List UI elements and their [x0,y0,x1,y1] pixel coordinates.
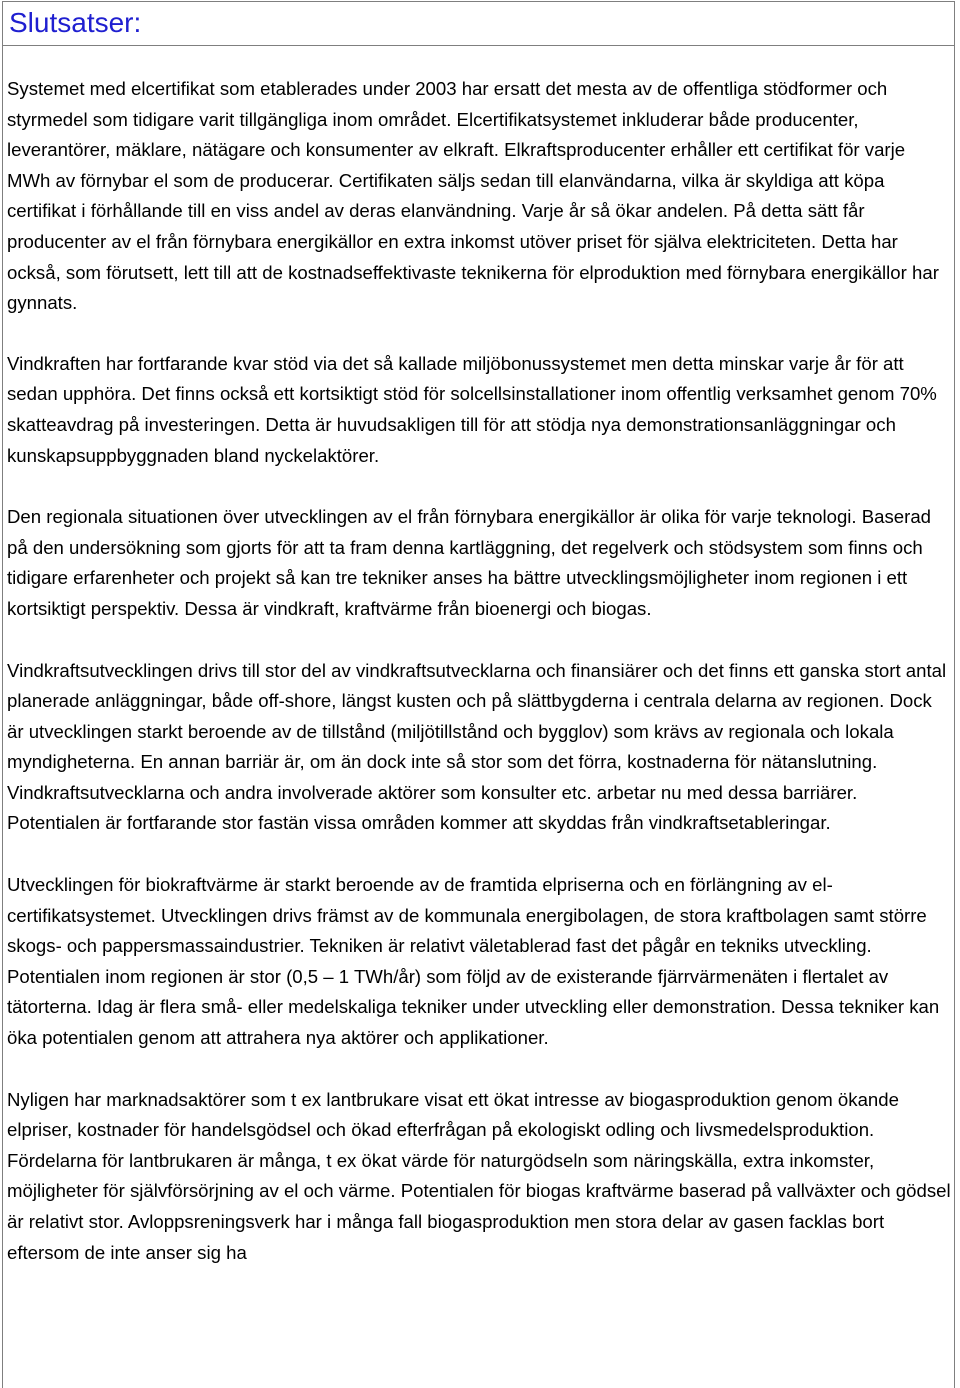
paragraph-spacer [7,1054,952,1085]
paragraph-spacer [7,319,952,349]
paragraph-spacer [7,471,952,502]
paragraph-biogas: Nyligen har marknadsaktörer som t ex lantbrukare visat ett ökat intresse av biogasproduktion genom ökande elpriser, kostnader för handelsgödsel och ökad efterfrågan på ekologiskt odling och livsmedelsproduktion. Fördelarna för lantbrukaren är många, t ex ökat värde för naturgödseln som näringskälla, extra inkomster, möjligheter för självförsörjning av el och värme. Potentialen för biogas kraftvärme baserad på vallväxter och gödsel är relativt stor. Avloppsreningsverk har i många fall biogasproduktion men stora delar av gasen facklas bort eftersom de inte anser sig ha [7,1088,951,1263]
document-body [7,74,952,1268]
paragraph-regional-situation: Den regionala situationen över utvecklingen av el från förnybara energikällor är olika för varje teknologi. Baserad på den undersökning som gjorts för att ta fram denna kartläggning, det regelverk och stödsystem som finns och tidigare erfarenheter och projekt så kan tre tekniker anses ha bättre utvecklingsmöjligheter inom regionen i ett kortsiktigt perspektiv. Dessa är vindkraft, kraftvärme från bioenergi och biogas. [7,506,932,619]
paragraph-spacer [7,839,952,870]
heading-box [2,1,955,46]
paragraph-biokraftvarme: Utvecklingen för biokraftvärme är starkt beroende av de framtida elpriserna och en förlängning av el-certifikatsystemet. Utvecklingen drivs främst av de kommunala energibolagen, de stora kraftbolagen samt större skogs- och pappersmassaindustrier. Tekniken är relativt väletablerad fast det pågår en tekniks utveckling. Potentialen inom regionen är stor (0,5 – 1 TWh/år) som följd av de existerande fjärrvärmenäten i flertalet av tätorterna. Idag är flera små- eller medelskaliga tekniker under utveckling eller demonstration. Dessa tekniker kan öka potentialen genom att attrahera nya aktörer och applikationer. [7,874,940,1049]
paragraph-elcertifikat: Systemet med elcertifikat som etablerades under 2003 har ersatt det mesta av de offentliga stödformer och styrmedel som tidigare varit tillgängliga inom området. Elcertifikatsystemet inkluderar både producenter, leverantörer, mäklare, nätägare och konsumenter av elkraft. Elkraftsproducenter erhåller ett certifikat för varje MWh av förnybar el som de producerar. Certifikaten säljs sedan till elanvändarna, vilka är skyldiga att köpa certifikat i förhållande till en viss andel av deras elanvändning. Varje år så ökar andelen. På detta sätt får producenter av el från förnybara energikällor en extra inkomst utöver priset för själva elektriciteten. Detta har också, som förutsett, lett till att de kostnadseffektivaste teknikerna för elproduktion med förnybara energikällor har gynnats. [7,78,939,314]
paragraph-vindkraftsutveckling: Vindkraftsutvecklingen drivs till stor del av vindkraftsutvecklarna och finansiärer och det finns ett ganska stort antal planerade anläggningar, både off-shore, längst kusten och på slättbygderna i centrala delarna av regionen. Dock är utvecklingen starkt beroende av de tillstånd (miljötillstånd och bygglov) som krävs av regionala och lokala myndigheterna. En annan barriär är, om än dock inte så stor som det förra, kostnaderna för nätanslutning. Vindkraftsutvecklarna och andra involverade aktörer som konsulter etc. arbetar nu med dessa barriärer. Potentialen är fortfarande stor fastän vissa områden kommer att skyddas från vindkraftsetableringar. [7,659,947,834]
paragraph-vindkraft-stod: Vindkraften har fortfarande kvar stöd via det så kallade miljöbonussystemet men detta minskar varje år för att sedan upphöra. Det finns också ett kortsiktigt stöd för solcellsinstallationer inom offentlig verksamhet genom 70% skatteavdrag på investeringen. Detta är huvudsakligen till för att stödja nya demonstrationsanläggningar och kunskapsuppbyggnaden bland nyckelaktörer. [7,352,937,466]
paragraph-spacer [7,625,952,656]
page-title: Slutsatser: [9,7,142,38]
